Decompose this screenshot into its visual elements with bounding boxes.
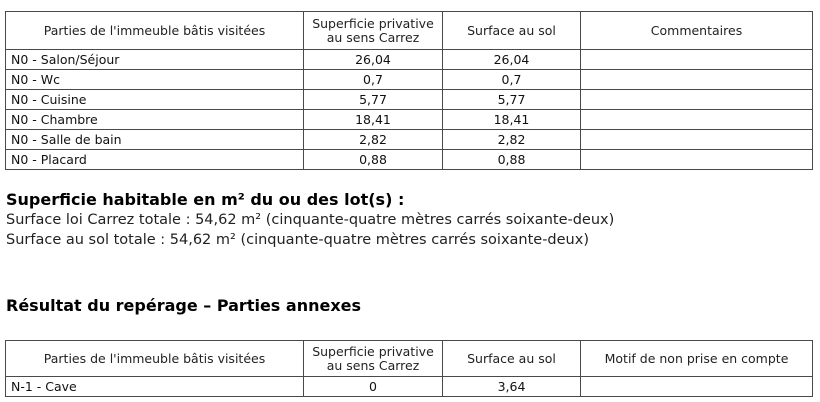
header-line: au sens Carrez	[326, 357, 420, 373]
room-name: N0 - Wc	[6, 70, 304, 90]
room-name: N0 - Placard	[6, 150, 304, 170]
carrez-value: 26,04	[304, 50, 443, 70]
room-name: N-1 - Cave	[6, 377, 304, 397]
room-name: N0 - Salon/Séjour	[6, 50, 304, 70]
motif-cell	[581, 377, 813, 397]
table-row	[6, 130, 813, 150]
table-row	[6, 50, 813, 70]
carrez-value: 0	[304, 377, 443, 397]
table-header-row	[6, 12, 813, 50]
table-row	[6, 70, 813, 90]
header-line: Superficie privative	[312, 343, 434, 359]
comment-cell	[581, 70, 813, 90]
header-superficie-carrez	[304, 12, 443, 50]
header-parties: Parties de l'immeuble bâtis visitées	[6, 12, 304, 50]
sol-value: 5,77	[443, 90, 581, 110]
header-line: au sens Carrez	[326, 29, 420, 45]
carrez-value: 2,82	[304, 130, 443, 150]
comment-cell	[581, 90, 813, 110]
room-name: N0 - Salle de bain	[6, 130, 304, 150]
room-name: N0 - Chambre	[6, 110, 304, 130]
comment-cell	[581, 110, 813, 130]
comment-cell	[581, 150, 813, 170]
sol-total-line: Surface au sol totale : 54,62 m² (cinquante-quatre mètres carrés soixante-deux)	[6, 232, 589, 248]
comment-cell	[581, 130, 813, 150]
carrez-value: 5,77	[304, 90, 443, 110]
sol-value: 0,88	[443, 150, 581, 170]
sol-value: 0,7	[443, 70, 581, 90]
annexes-title: Résultat du repérage – Parties annexes	[6, 296, 362, 315]
rooms-table	[5, 11, 813, 170]
carrez-total-line: Surface loi Carrez totale : 54,62 m² (cinquante-quatre mètres carrés soixante-deux)	[6, 212, 615, 228]
sol-value: 18,41	[443, 110, 581, 130]
annexes-table	[5, 340, 813, 397]
header-surface-sol: Surface au sol	[443, 12, 581, 50]
header-motif: Motif de non prise en compte	[581, 341, 813, 377]
table-row	[6, 90, 813, 110]
sol-value: 2,82	[443, 130, 581, 150]
carrez-value: 0,7	[304, 70, 443, 90]
table-row	[6, 110, 813, 130]
table-header-row	[6, 341, 813, 377]
sol-value: 26,04	[443, 50, 581, 70]
carrez-value: 18,41	[304, 110, 443, 130]
table-row	[6, 150, 813, 170]
room-name: N0 - Cuisine	[6, 90, 304, 110]
table-row	[6, 377, 813, 397]
header-surface-sol: Surface au sol	[443, 341, 581, 377]
comment-cell	[581, 50, 813, 70]
header-commentaires: Commentaires	[581, 12, 813, 50]
header-line: Superficie privative	[312, 15, 434, 31]
sol-value: 3,64	[443, 377, 581, 397]
header-parties: Parties de l'immeuble bâtis visitées	[6, 341, 304, 377]
habitable-title: Superficie habitable en m² du ou des lot(s) :	[6, 190, 405, 209]
carrez-value: 0,88	[304, 150, 443, 170]
header-superficie-carrez	[304, 341, 443, 377]
